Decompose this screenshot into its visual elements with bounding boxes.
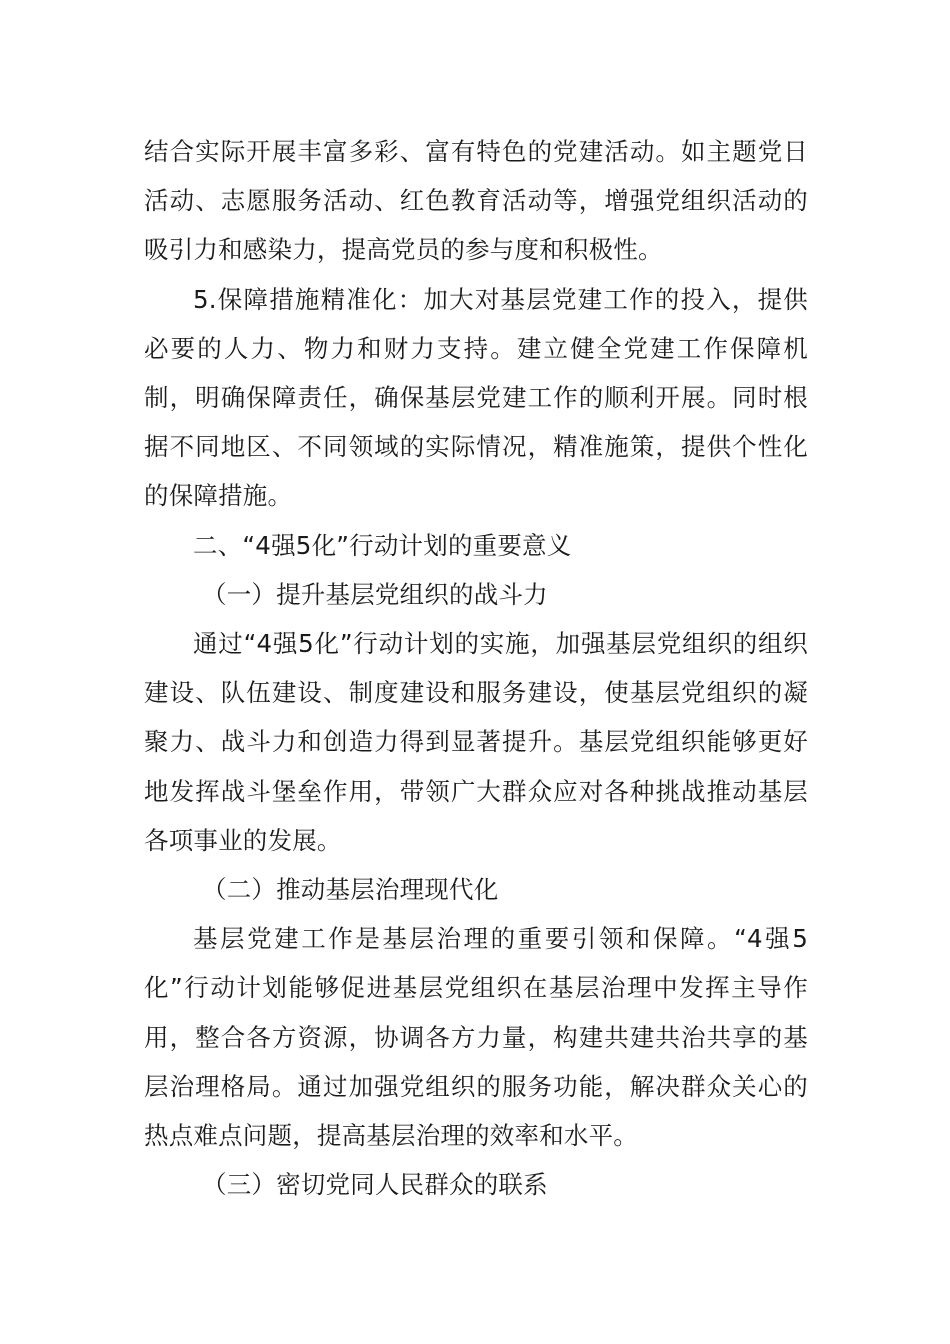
- paragraph-activities-continued: 结合实际开展丰富多彩、富有特色的党建活动。如主题党日活动、志愿服务活动、红色教育活动等，增强党组织活动的吸引力和感染力，提高党员的参与度和积极性。: [144, 137, 808, 265]
- subheading-combat-effectiveness: （一）提升基层党组织的战斗力: [202, 579, 548, 609]
- paragraph-combat-effectiveness: 通过“4强5化”行动计划的实施，加强基层党组织的组织建设、队伍建设、制度建设和服务建设，使基层党组织的凝聚力、战斗力和创造力得到显著提升。基层党组织能够更好地发挥战斗堡垒作用，带领广大群众应对各种挑战推动基层各项事业的发展。: [144, 629, 808, 855]
- paragraph-governance-modernization: 基层党建工作是基层治理的重要引领和保障。“4强5化”行动计划能够促进基层党组织在基层治理中发挥主导作用，整合各方资源，协调各方力量，构建共建共治共享的基层治理格局。通过加强党组织的服务功能，解决群众关心的热点难点问题，提高基层治理的效率和水平。: [144, 924, 808, 1151]
- document-body: [144, 127, 808, 1209]
- subheading-party-people-ties: （三）密切党同人民群众的联系: [202, 1170, 548, 1200]
- paragraph-guarantee-measures: 5.保障措施精准化：加大对基层党建工作的投入，提供必要的人力、物力和财力支持。建立健全党建工作保障机制，明确保障责任，确保基层党建工作的顺利开展。同时根据不同地区、不同领域的实际情况，精准施策，提供个性化的保障措施。: [144, 284, 808, 511]
- section-heading-significance: 二、“4强5化”行动计划的重要意义: [193, 530, 572, 560]
- subheading-governance-modernization: （二）推动基层治理现代化: [202, 875, 499, 905]
